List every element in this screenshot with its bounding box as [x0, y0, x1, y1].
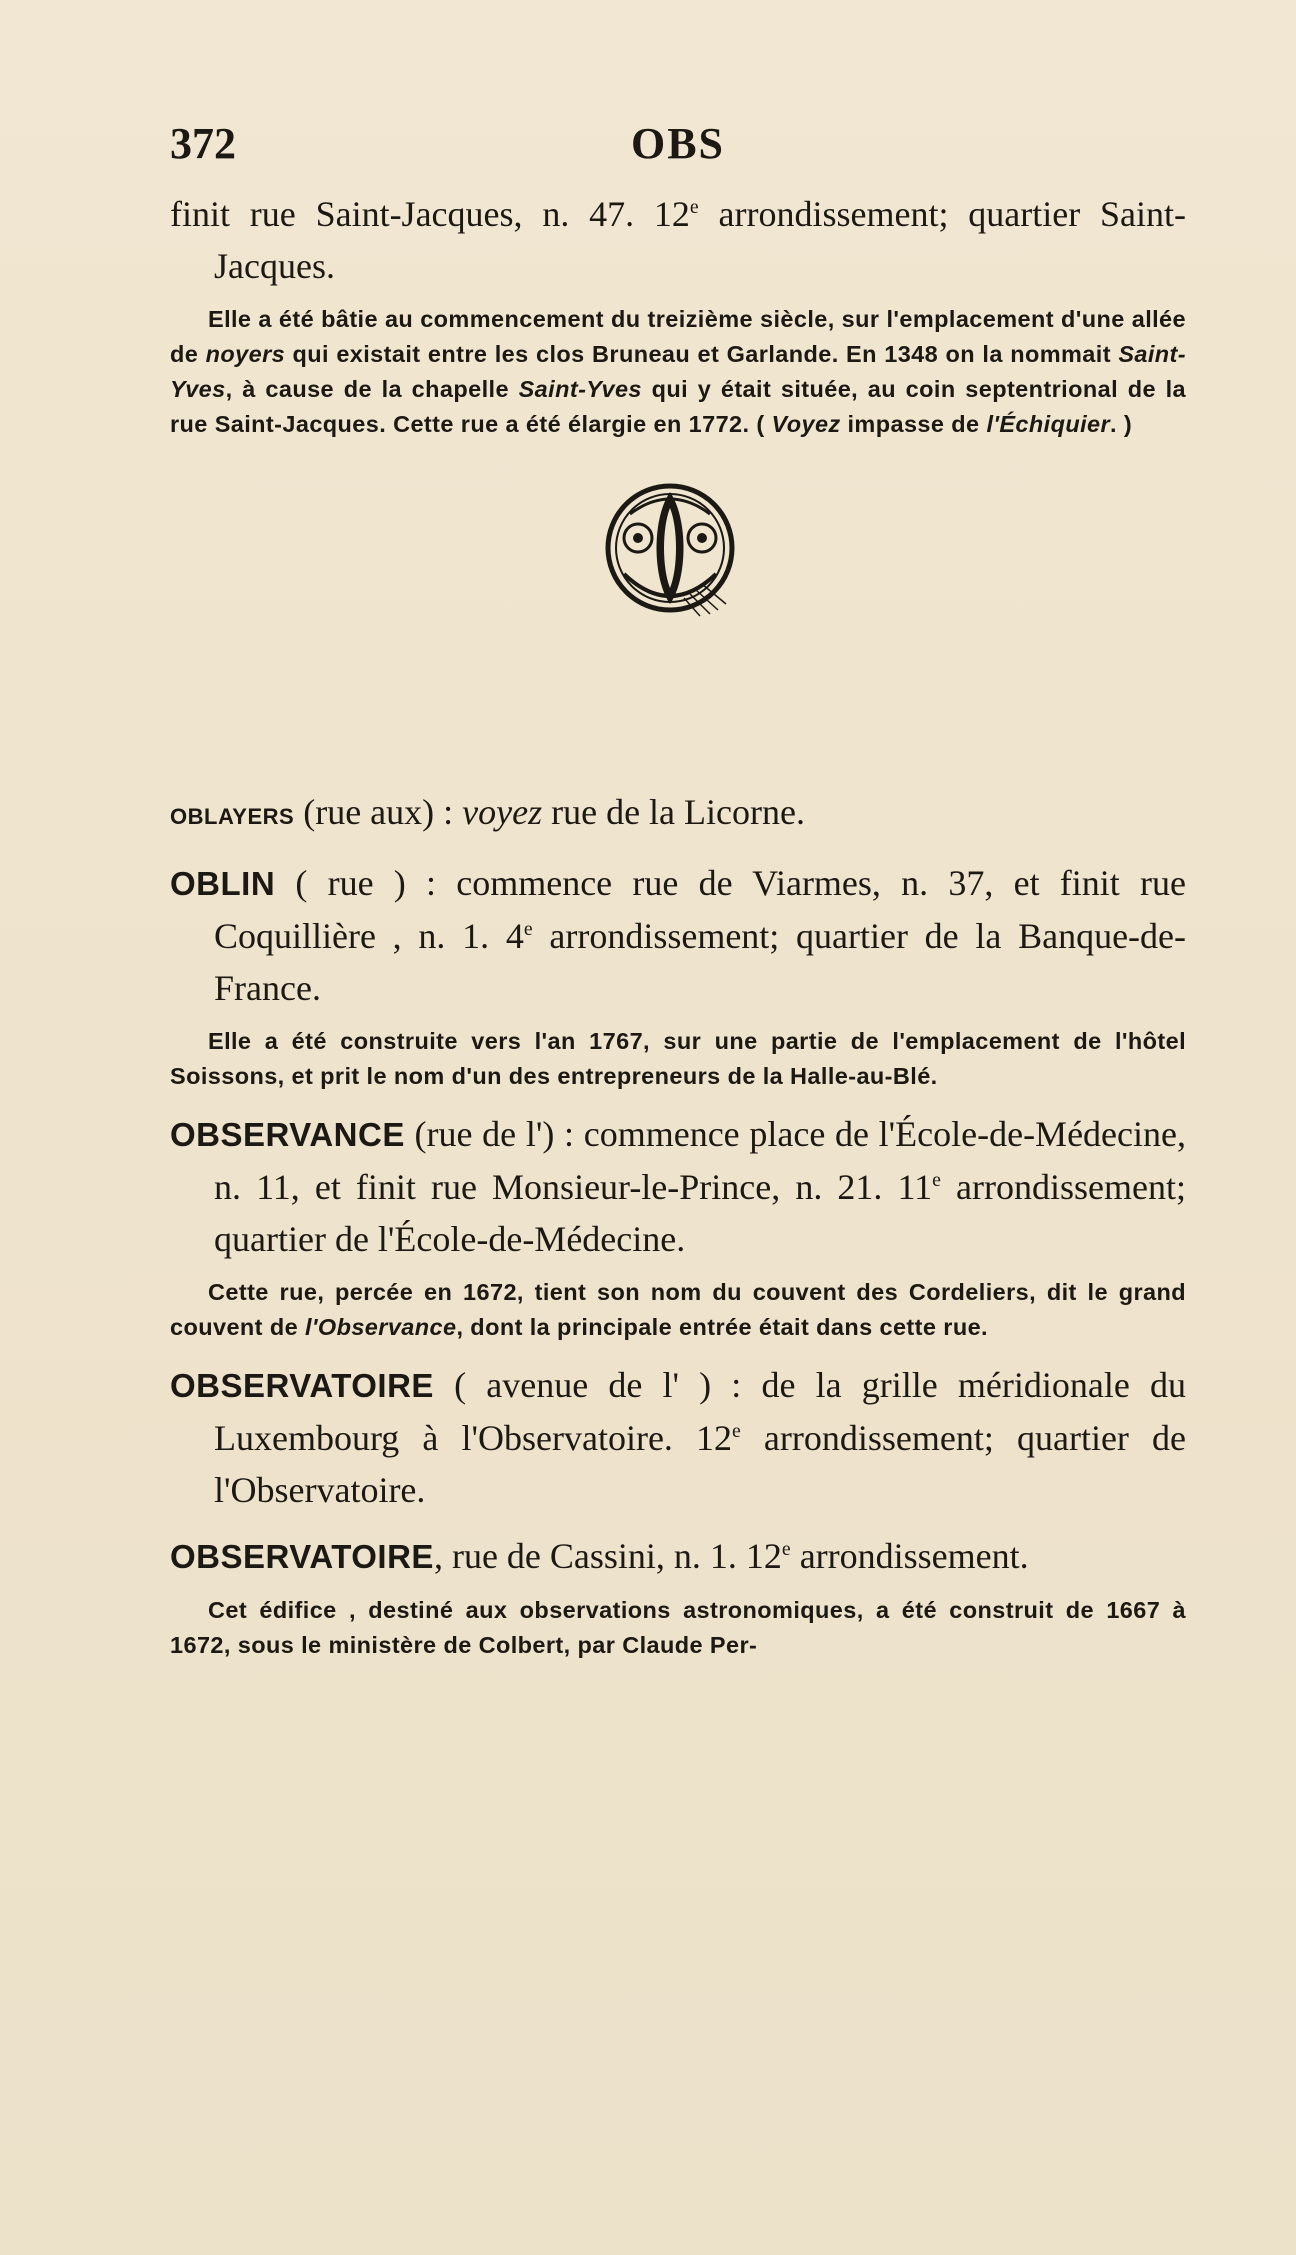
entry-main-text: OBLIN ( rue ) : commence rue de Viarmes, n. 37, et finit rue Coquillière , n. 1. 4e arrondissement; quartier de la Banque-de-France.: [170, 863, 1187, 1008]
entry-headword: OBLAYERS: [170, 804, 295, 829]
ornament-area: [170, 456, 1186, 786]
entry-main-text: finit rue Saint-Jacques, n. 47. 12e arrondissement; quartier Saint-Jacques.: [170, 194, 1186, 286]
page-number: 372: [170, 119, 236, 168]
page-header: [170, 118, 1186, 180]
entry-headword: OBSERVANCE: [170, 1116, 405, 1153]
entry-observatoire-avenue: [170, 1359, 1186, 1516]
entry-note: Cet édifice , destiné aux observations astronomiques, a été construit de 1667 à 1672, sous le ministère de Colbert, par Claude Per-: [170, 1597, 1186, 1658]
fleuron-ornament-icon: [600, 478, 740, 618]
entry-main-text: OBLAYERS (rue aux) : voyez rue de la Licorne.: [170, 792, 805, 832]
entry-note: Cette rue, percée en 1672, tient son nom du couvent des Cordeliers, dit le grand couvent de l'Observance, dont la principale entrée était dans cette rue.: [170, 1279, 1186, 1340]
entry-headword: OBLIN: [170, 865, 276, 902]
entry-headword: OBSERVATOIRE: [170, 1367, 434, 1404]
page-content: [170, 118, 1186, 1677]
entry-oblin: [170, 857, 1186, 1094]
entry-main-text: OBSERVATOIRE, rue de Cassini, n. 1. 12e arrondissement.: [170, 1536, 1029, 1576]
running-head: OBS: [630, 119, 726, 168]
entry-observatoire: [170, 1530, 1186, 1663]
entry-headword: OBSERVATOIRE: [170, 1538, 434, 1575]
entry-observance: [170, 1108, 1186, 1345]
entry-continuation: [170, 188, 1186, 442]
entry-note: Elle a été bâtie au commencement du treizième siècle, sur l'emplacement d'une allée de noyers qui existait entre les clos Bruneau et Garlande. En 1348 on la nommait Saint-Yves, à cause de la chapelle Saint-Yves qui y était située, au coin septentrional de la rue Saint-Jacques. Cette rue a été élargie en 1772. ( Voyez impasse de l'Échiquier. ): [170, 306, 1187, 437]
entry-main-text: OBSERVANCE (rue de l') : commence place de l'École-de-Médecine, n. 11, et finit rue Monsieur-le-Prince, n. 21. 11e arrondissement; quartier de l'École-de-Médecine.: [170, 1114, 1186, 1259]
entry-note: Elle a été construite vers l'an 1767, sur une partie de l'emplacement de l'hôtel Soissons, et prit le nom d'un des entrepreneurs de la Halle-au-Blé.: [170, 1028, 1186, 1089]
entry-oblayers: [170, 786, 1186, 843]
entry-main-text: OBSERVATOIRE ( avenue de l' ) : de la grille méridionale du Luxembourg à l'Observatoire. 12e arrondissement; quartier de l'Observatoire.: [170, 1365, 1186, 1510]
